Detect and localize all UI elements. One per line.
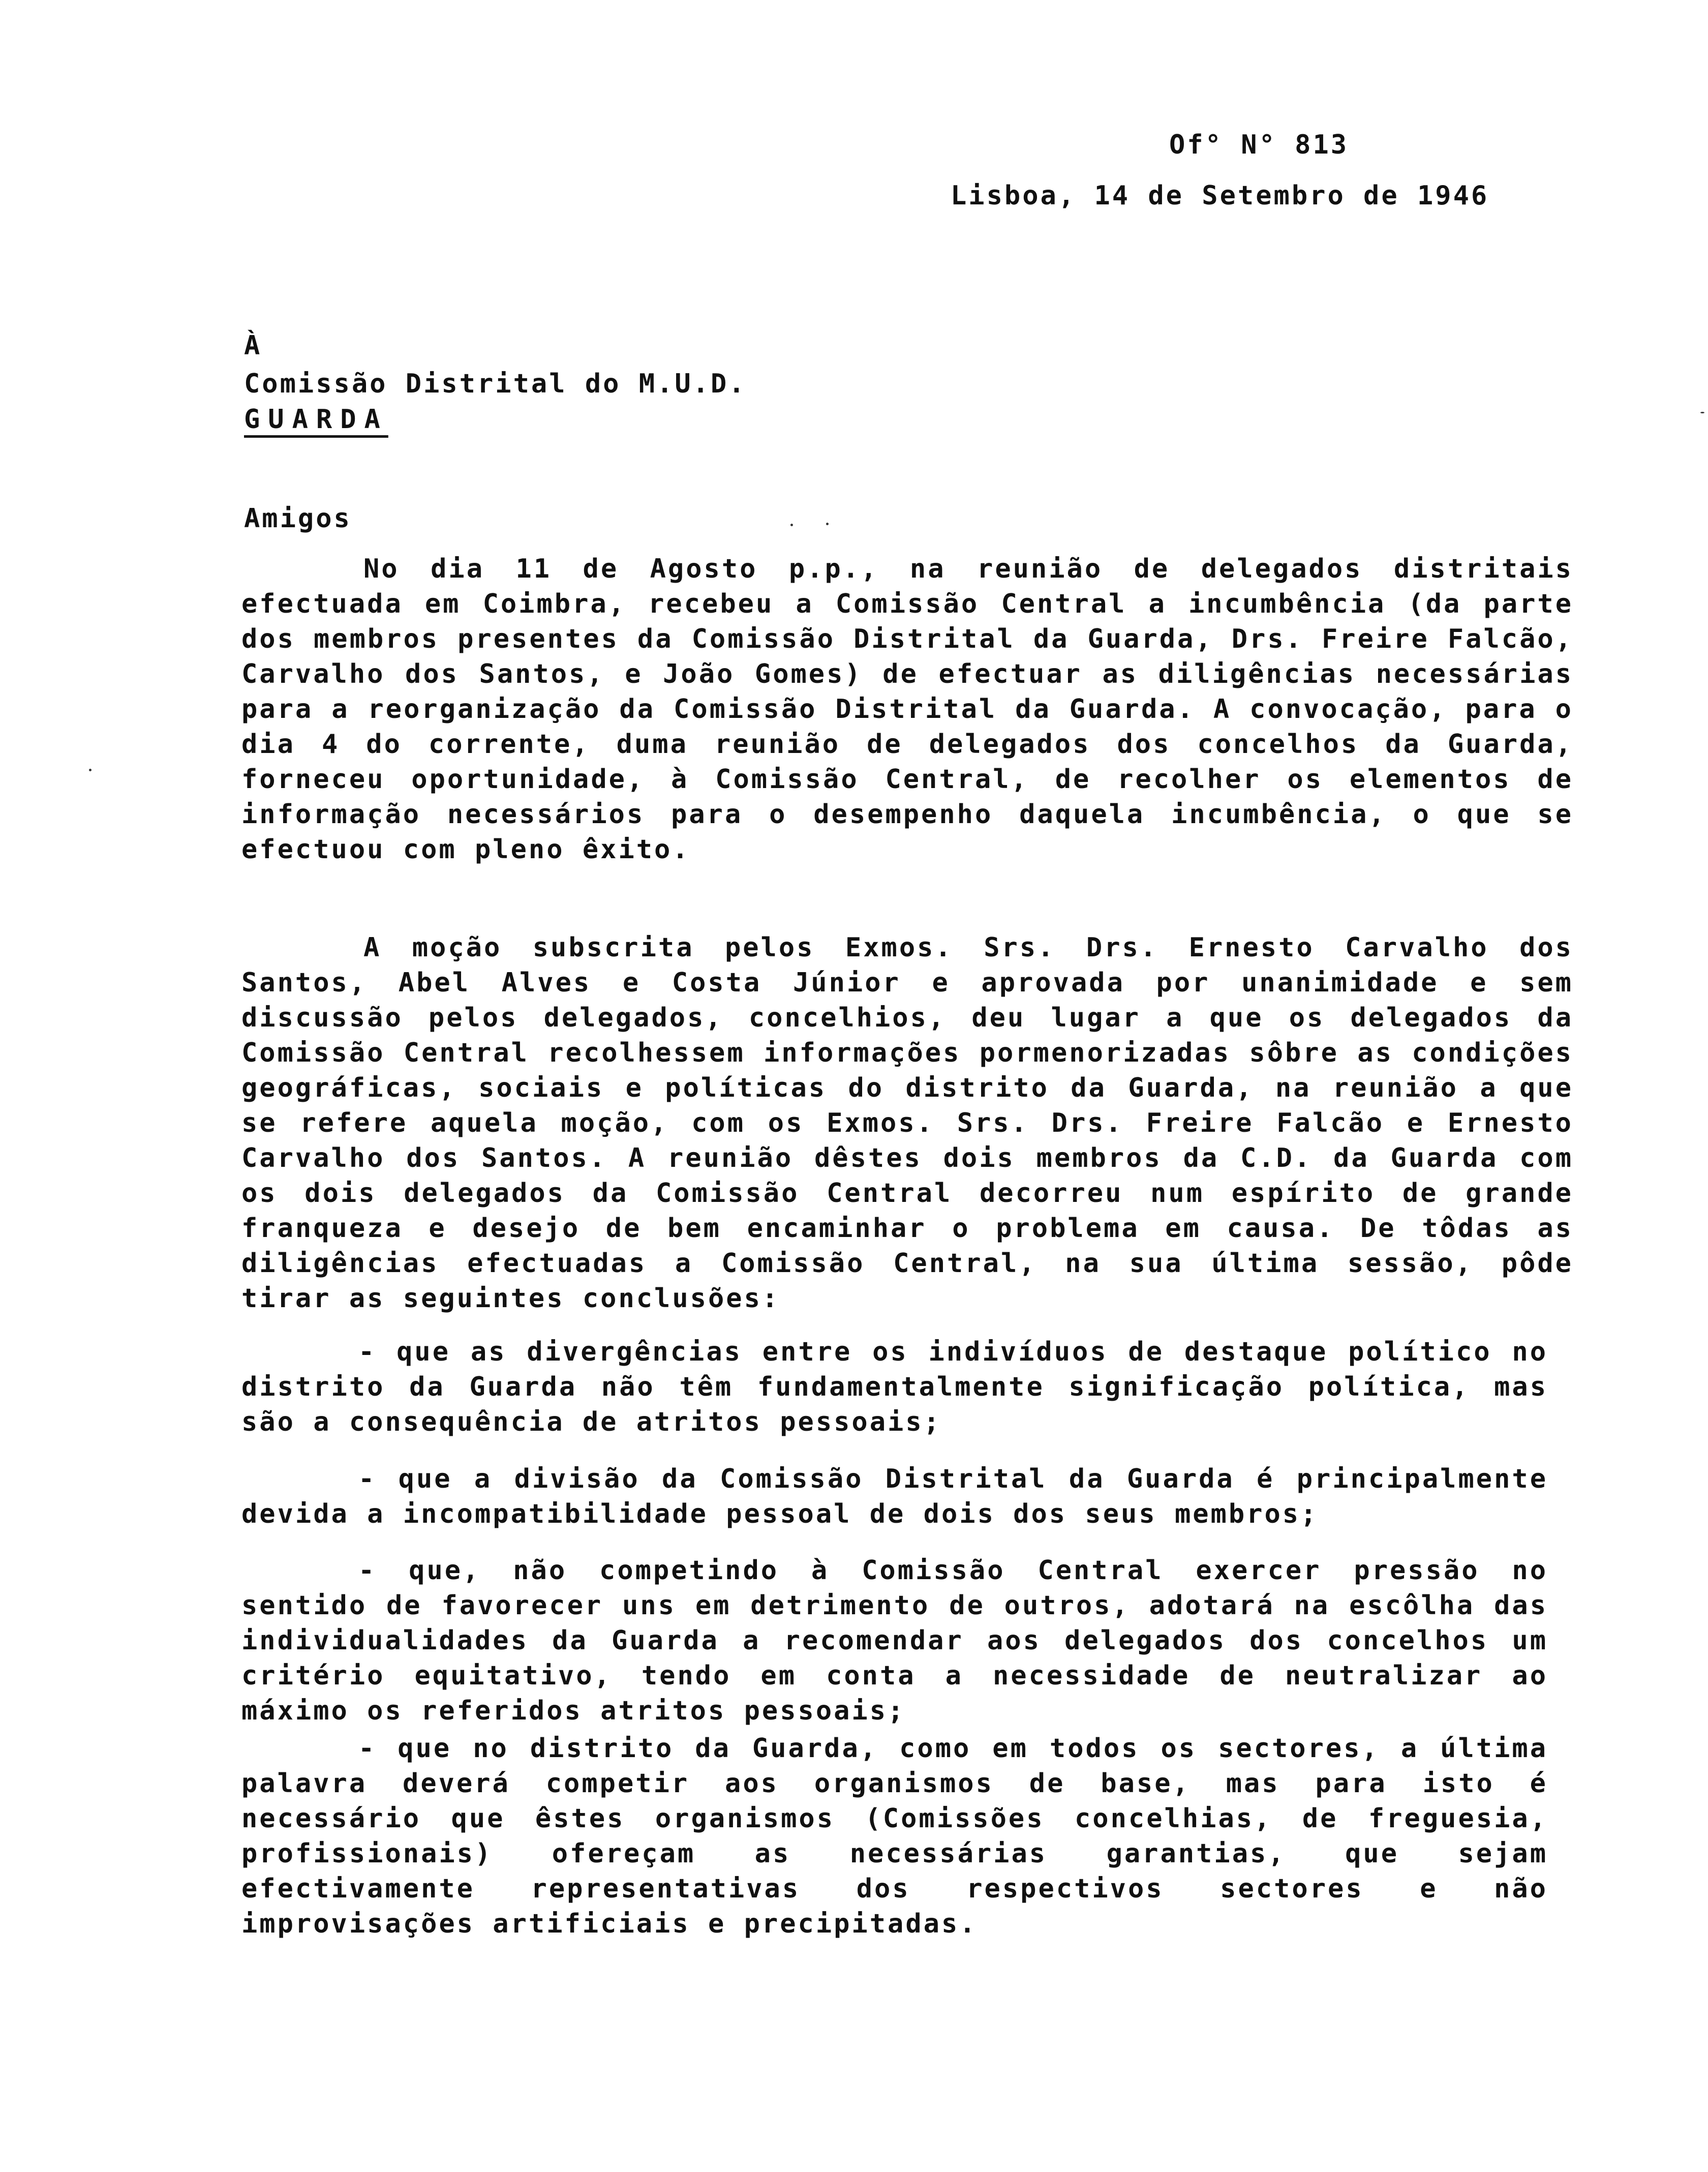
- conclusion-item: - que a divisão da Comissão Distrital da Guarda é principalmente devida a incompatibilidade pessoal de dois dos seus membros;: [241, 1464, 1548, 1529]
- conclusion-item: - que as divergências entre os indivíduos de destaque político no distrito da Guarda não têm fundamentalmente significação política, mas são a consequência de atritos pessoais;: [241, 1337, 1548, 1437]
- addressee-prefix: À: [244, 330, 262, 361]
- body-paragraph: No dia 11 de Agosto p.p., na reunião de delegados distritais efectuada em Coimbra, recebeu a Comissão Central a incumbência (da parte dos membros presentes da Comissão Distrital da Guarda, Drs. Freire Falcão, Carvalho dos Santos, e João Gomes) de efectuar as diligências necessárias para a reorganização da Comissão Distrital da Guarda. A convocação, para o dia 4 do corrente, duma reunião de delegados dos concelhos da Guarda, forneceu oportunidade, à Comissão Central, de recolher os elementos de informação necessários para o desempenho daquela incumbência, o que se efectuou com pleno êxito.: [241, 554, 1573, 865]
- addressee-place: GUARDA: [244, 404, 388, 435]
- ink-speck: [826, 523, 829, 525]
- addressee-name: Comissão Distrital do M.U.D.: [244, 369, 747, 399]
- conclusion-item: - que, não competindo à Comissão Central exercer pressão no sentido de favorecer uns em detrimento de outros, adotará na escôlha das individualidades da Guarda a recomendar aos delegados dos concelhos um critério equitativo, tendo em conta a necessidade de neutralizar ao máximo os referidos atritos pessoais;: [241, 1555, 1548, 1726]
- reference-number: Of° N° 813: [1169, 130, 1349, 160]
- date-line: Lisboa, 14 de Setembro de 1946: [951, 180, 1489, 211]
- body-paragraph: A moção subscrita pelos Exmos. Srs. Drs. Ernesto Carvalho dos Santos, Abel Alves e Costa Júnior e aprovada por unanimidade e sem discussão pelos delegados, concelhios, deu lugar a que os delegados da Comissão Central recolhessem informações pormenorizadas sôbre as condições geográficas, sociais e políticas do distrito da Guarda, na reunião a que se refere aquela moção, com os Exmos. Srs. Drs. Freire Falcão e Ernesto Carvalho dos Santos. A reunião dêstes dois membros da C.D. da Guarda com os dois delegados da Comissão Central decorreu num espírito de grande franqueza e desejo de bem encaminhar o problema em causa. De tôdas as diligências efectuadas a Comissão Central, na sua última sessão, pôde tirar as seguintes conclusões:: [241, 932, 1573, 1314]
- ink-speck: [1700, 412, 1704, 413]
- ink-speck: [89, 769, 92, 771]
- conclusion-item: - que no distrito da Guarda, como em todos os sectores, a última palavra deverá competir aos organismos de base, mas para isto é necessário que êstes organismos (Comissões concelhias, de freguesia, profissionais) ofereçam as necessárias garantias, que sejam efectivamente representativas dos respectivos sectores e não improvisações artificiais e precipitadas.: [241, 1733, 1548, 1939]
- salutation: Amigos: [244, 503, 352, 534]
- ink-speck: [790, 524, 793, 526]
